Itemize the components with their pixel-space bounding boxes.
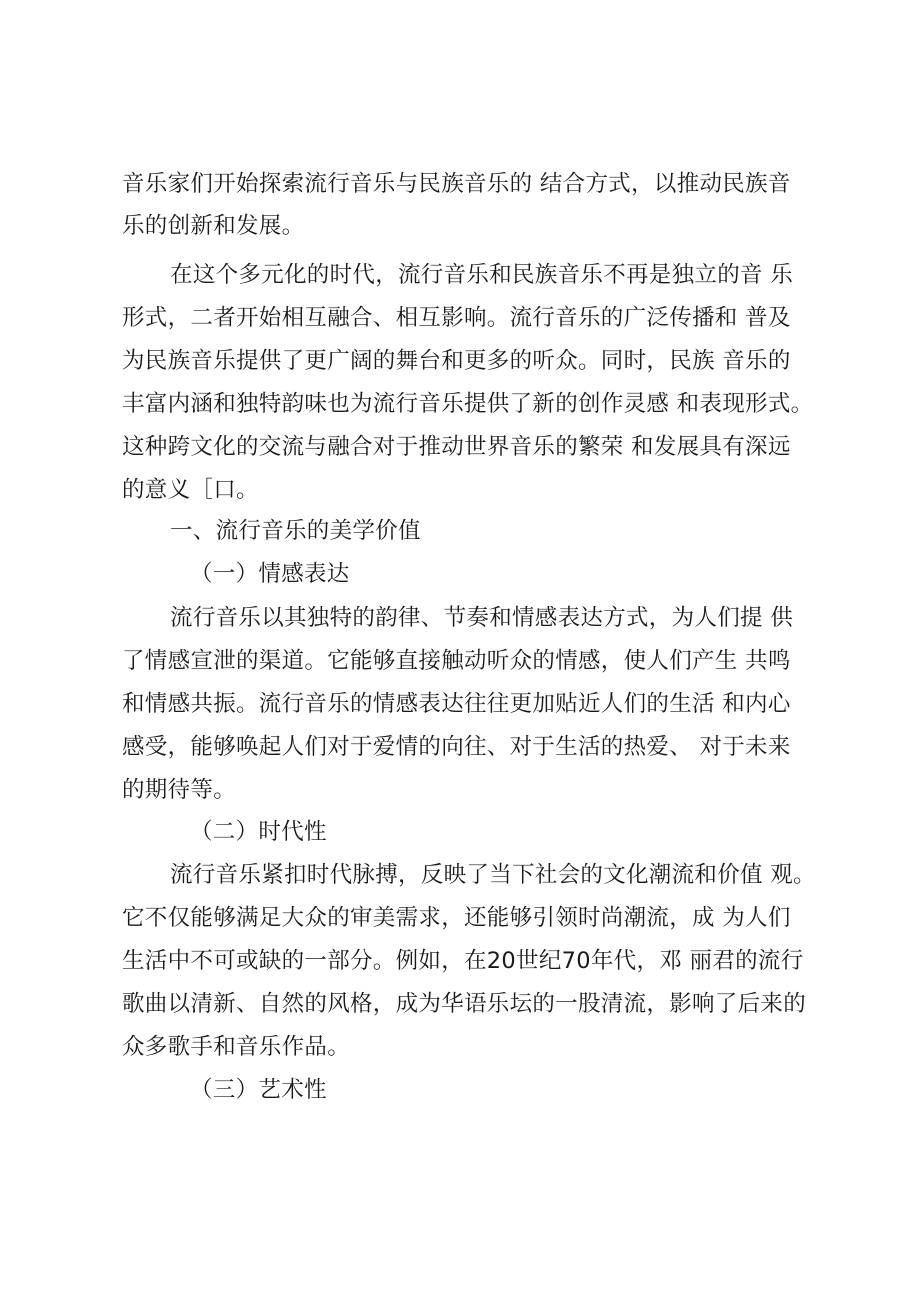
subsection-heading-3: （三）艺术性: [190, 1077, 327, 1103]
paragraph-1-line-2: 乐的创新和发展。: [122, 213, 305, 239]
section-heading: 一、流行音乐的美学价值: [170, 518, 421, 544]
paragraph-2-line-4: 丰富内涵和独特韵味也为流行音乐提供了新的创作灵感 和表现形式。: [122, 391, 814, 417]
subsection-heading-1: （一）情感表达: [190, 561, 350, 587]
paragraph-3-line-4: 感受，能够唤起人们对于爱情的向往、对于生活的热爱、 对于未来: [122, 734, 791, 760]
paragraph-2-line-6: 的意义［口。: [122, 477, 259, 503]
paragraph-3-line-2: 了情感宣泄的渠道。它能够直接触动听众的情感，使人们产生 共鸣: [122, 648, 791, 674]
paragraph-4-line-5: 众多歌手和音乐作品。: [122, 1034, 351, 1060]
paragraph-4-line-3: 生活中不可或缺的一部分。例如，在20世纪70年代，邓 丽君的流行: [122, 948, 804, 974]
paragraph-4-line-2: 它不仅能够满足大众的审美需求，还能够引领时尚潮流，成 为人们: [122, 905, 791, 931]
paragraph-3-line-5: 的期待等。: [122, 777, 237, 803]
paragraph-3-line-3: 和情感共振。流行音乐的情感表达往往更加贴近人们的生活 和内心: [122, 691, 791, 717]
paragraph-2-line-3: 为民族音乐提供了更广阔的舞台和更多的听众。同时，民族 音乐的: [122, 348, 791, 374]
paragraph-2-line-2: 形式，二者开始相互融合、相互影响。流行音乐的广泛传播和 普及: [122, 305, 791, 331]
paragraph-2-line-1: 在这个多元化的时代，流行音乐和民族音乐不再是独立的音 乐: [170, 262, 794, 288]
paragraph-3-line-1: 流行音乐以其独特的韵律、节奏和情感表达方式，为人们提 供: [170, 605, 794, 631]
paragraph-2-line-5: 这种跨文化的交流与融合对于推动世界音乐的繁荣 和发展具有深远: [122, 434, 791, 460]
paragraph-4-line-4: 歌曲以清新、自然的风格，成为华语乐坛的一股清流，影响了后来的: [122, 991, 807, 1017]
paragraph-1-line-1: 音乐家们开始探索流行音乐与民族音乐的 结合方式，以推动民族音: [122, 171, 791, 197]
subsection-heading-2: （二）时代性: [190, 819, 327, 845]
paragraph-4-line-1: 流行音乐紧扣时代脉搏，反映了当下社会的文化潮流和价值 观。: [170, 862, 816, 888]
